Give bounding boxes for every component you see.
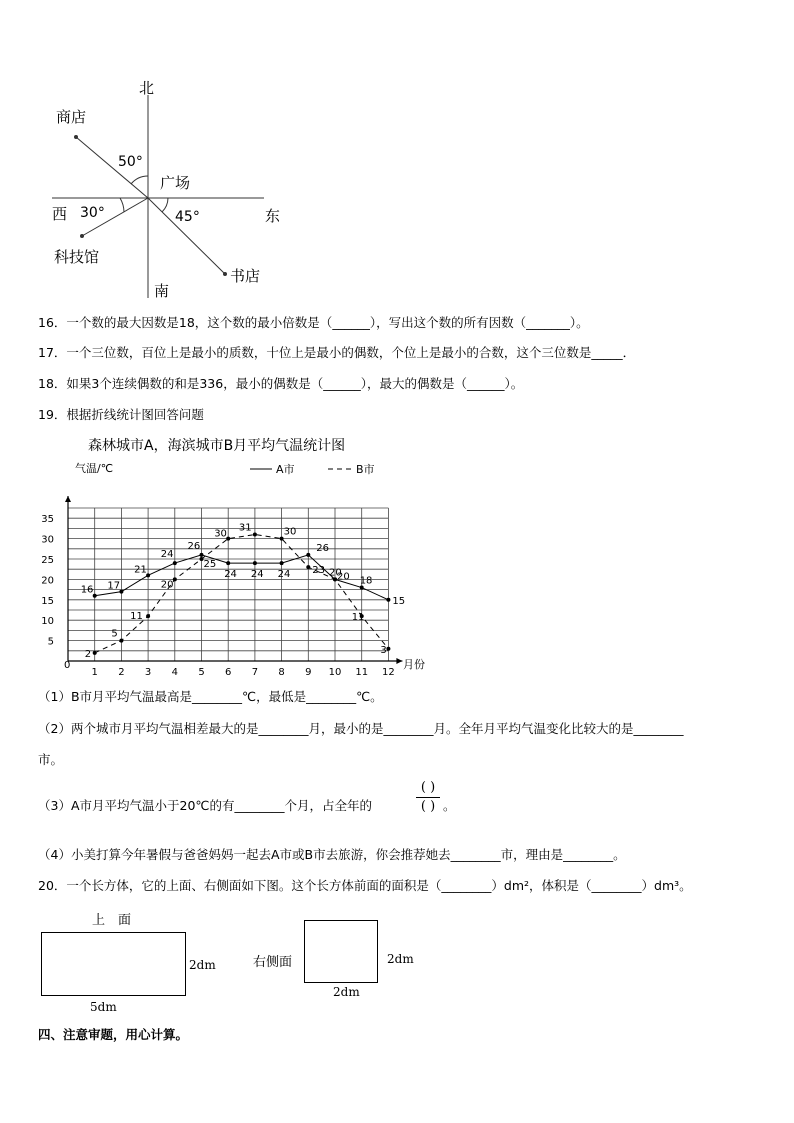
top-face-height: 2dm (189, 958, 216, 972)
x-tick-label: 11 (355, 667, 369, 675)
x-tick-label: 8 (278, 667, 285, 675)
x-axis-label: 月份 (403, 658, 425, 671)
data-point-a (306, 553, 310, 557)
data-point-b (93, 651, 97, 655)
question-17: 17．一个三位数，百位上是最小的质数，十位上是最小的偶数，个位上是最小的合数，这个三位数是_____． (38, 345, 636, 360)
data-point-b (119, 639, 123, 643)
data-label-b: 3 (380, 644, 387, 656)
data-label-a: 20 (329, 567, 342, 579)
data-point-b (386, 647, 390, 651)
question-19-3-end: 。 (443, 798, 456, 813)
section-4-heading: 四、注意审题，用心计算。 (38, 1027, 189, 1042)
y-tick-label: 25 (41, 555, 54, 566)
data-label-a: 26 (187, 540, 201, 552)
data-label-b: 25 (203, 559, 217, 570)
question-19-4: （4）小美打算今年暑假与爸爸妈妈一起去A市或B市去旅游，你会推荐她去________市，理由是________。 (38, 847, 626, 862)
y-tick-label: 15 (41, 595, 54, 607)
side-face-height: 2dm (387, 952, 414, 966)
data-label-a: 26 (316, 542, 330, 554)
question-18: 18．如果3个连续偶数的和是336，最小的偶数是（______），最大的偶数是（______）。 (38, 376, 524, 391)
x-tick-label: 1 (91, 667, 98, 675)
y-axis-arrow (65, 496, 71, 502)
data-label-b: 5 (111, 628, 118, 640)
x-tick-label: 3 (144, 667, 152, 675)
y-axis-label: 气温/℃ (75, 462, 114, 475)
science-museum-point (80, 234, 84, 238)
data-label-b: 11 (351, 612, 365, 624)
chart-title: 森林城市A，海滨城市B月平均气温统计图 (88, 438, 346, 454)
x-tick-label: 5 (198, 667, 205, 675)
data-label-b: 31 (238, 522, 252, 534)
square-label: 广场 (160, 174, 191, 192)
origin-label: 0 (64, 660, 71, 671)
angle-arc-45 (162, 198, 168, 212)
series-line-b (95, 535, 389, 653)
data-point-a (200, 553, 204, 557)
data-label-b: 30 (214, 528, 227, 540)
data-label-a: 16 (80, 584, 94, 596)
question-19: 19．根据折线统计图回答问题 (38, 407, 204, 422)
fraction-bar (416, 797, 440, 798)
direction-diagram (0, 0, 330, 310)
north-label: 北 (139, 79, 155, 97)
y-tick-label: 35 (41, 514, 54, 526)
question-19-2: （2）两个城市月平均气温相差最大的是________月，最小的是________月。全年月平均气温变化比较大的是________ (38, 721, 684, 736)
bookstore-label: 书店 (230, 267, 261, 285)
legend-label-b: B市 (356, 463, 375, 476)
fraction-numerator: ( ) (420, 780, 436, 795)
data-label-b: 30 (283, 526, 297, 538)
angle-50-label: 50° (118, 154, 143, 170)
data-label-a: 24 (277, 569, 291, 581)
top-face-rect (41, 932, 186, 996)
data-label-a: 17 (107, 580, 121, 592)
question-19-1: （1）B市月平均气温最高是________℃，最低是________℃。 (38, 689, 383, 704)
data-point-b (306, 565, 310, 569)
x-tick-label: 9 (305, 667, 312, 675)
data-label-b: 23 (312, 565, 326, 577)
x-tick-label: 12 (382, 667, 395, 675)
top-face-label: 上 面 (92, 913, 132, 928)
x-tick-label: 6 (225, 667, 232, 675)
side-face-square (304, 920, 378, 983)
data-point-a (253, 561, 257, 565)
bookstore-point (223, 272, 227, 276)
data-point-b (253, 533, 257, 537)
data-label-b: 11 (130, 611, 143, 623)
west-label: 西 (52, 205, 68, 223)
south-label: 南 (154, 282, 170, 300)
legend-label-a: A市 (276, 463, 295, 476)
shop-label: 商店 (56, 108, 87, 126)
y-tick-label: 30 (41, 534, 54, 546)
science-museum-label: 科技馆 (54, 248, 100, 266)
x-tick-label: 10 (328, 667, 342, 675)
fraction-denominator: ( ) (420, 799, 436, 814)
y-tick-label: 20 (41, 575, 54, 587)
data-label-b: 20 (337, 571, 350, 583)
y-tick-label: 10 (41, 616, 54, 628)
y-tick-label: 5 (47, 636, 54, 648)
x-tick-label: 4 (171, 667, 178, 675)
data-point-a (280, 561, 284, 565)
angle-arc-50 (131, 176, 148, 184)
temperature-line-chart (0, 425, 450, 675)
data-point-a (173, 561, 177, 565)
x-tick-label: 2 (118, 667, 125, 675)
angle-45-label: 45° (175, 209, 200, 225)
data-label-b: 20 (160, 579, 174, 591)
question-16: 16．一个数的最大因数是18，这个数的最小倍数是（______），写出这个数的所有因数（_______）。 (38, 315, 589, 330)
data-point-a (226, 561, 230, 565)
data-point-b (146, 614, 150, 618)
data-label-a: 21 (134, 564, 147, 576)
data-label-a: 24 (224, 569, 237, 581)
question-19-2-end: 市。 (38, 752, 64, 767)
question-20: 20．一个长方体，它的上面、右侧面如下图。这个长方体前面的面积是（________）dm²，体积是（________）dm³。 (38, 878, 692, 893)
angle-30-label: 30° (80, 205, 105, 221)
data-label-b: 2 (84, 648, 92, 660)
shop-point (74, 135, 78, 139)
top-face-width: 5dm (90, 1000, 117, 1014)
side-face-label: 右侧面 (253, 955, 293, 970)
x-axis-arrow (396, 658, 402, 664)
data-point-a (386, 598, 390, 602)
east-label: 东 (265, 207, 281, 225)
question-19-3: （3）A市月平均气温小于20℃的有________个月，占全年的 (38, 798, 372, 813)
data-label-a: 18 (359, 575, 373, 587)
data-label-a: 15 (392, 595, 406, 607)
fraction-blank (416, 780, 440, 815)
x-tick-label: 7 (251, 667, 259, 675)
side-face-width: 2dm (333, 985, 360, 999)
data-label-a: 24 (160, 549, 174, 561)
angle-arc-30 (120, 198, 124, 212)
data-label-a: 24 (250, 569, 264, 581)
